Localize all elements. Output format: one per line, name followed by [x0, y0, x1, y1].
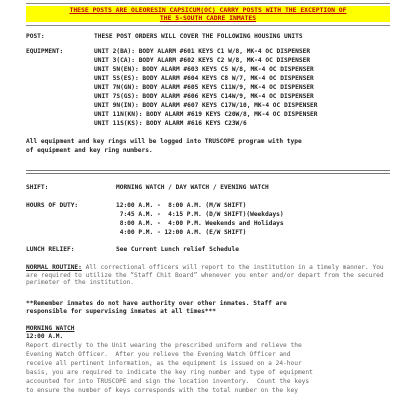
lunch-label: LUNCH RELIEF:	[26, 246, 75, 253]
hours-line: 4:00 P.M. - 12:00 A.M. (E/W SHIFT)	[116, 229, 247, 236]
morning-body-line: to ensure the number of keys corresponds with the total number on the key	[26, 387, 298, 394]
morning-body-line: receive all pertinent information, as the equipment is issued on a 24-hour	[26, 360, 302, 367]
lunch-value: See Current Lunch relief Schedule	[116, 246, 239, 253]
morning-body-line: basis, you are required to indicate the key ring number and type of equipment	[26, 369, 313, 376]
equipment-note-line-2: of equipment and key ring numbers.	[26, 147, 153, 154]
banner-rule	[26, 25, 390, 26]
equipment-line: UNIT 7S(GS): BODY ALARM #606 KEYS C14W/9, MK-4 OC DISPENSER	[94, 93, 314, 100]
oc-carry-banner	[26, 6, 390, 22]
equipment-line: UNIT 9N(IN): BODY ALARM #607 KEYS C17W/10, MK-4 OC DISPENSER	[94, 102, 318, 109]
equipment-line: UNIT 7N(GN): BODY ALARM #605 KEYS C11W/9, MK-4 OC DISPENSER	[94, 84, 314, 91]
post-value: THESE POST ORDERS WILL COVER THE FOLLOWING HOUSING UNITS	[94, 33, 303, 40]
remember-line-2: responsible for supervising inmates at all times***	[26, 307, 216, 315]
equipment-line: UNIT 2(BA): BODY ALARM #601 KEYS C1 W/8, MK-4 OC DISPENSER	[94, 48, 311, 55]
morning-body-line: accounted for into TRUSCOPE and sign the location inventory. Count the keys	[26, 378, 310, 385]
morning-body-line: Evening Watch Officer. After you relieve the Evening Watch Officer and	[26, 351, 291, 358]
shift-label: SHIFT:	[26, 184, 49, 191]
normal-routine-text: All correctional officers will report to the institution in a timely manner. You are required to utilize the “Staff Chit Board” whenever you enter and/or depart from the secured perimeter of the institution.	[26, 264, 384, 287]
equipment-line: UNIT 11S(KS): BODY ALARM #616 KEYS C23W/6	[94, 120, 247, 127]
post-label: POST:	[26, 33, 45, 40]
remember-note	[26, 300, 392, 315]
equipment-note-line-1: All equipment and key rings will be logged into TRUSCOPE program with type	[26, 138, 302, 145]
equipment-label: EQUIPMENT:	[26, 48, 64, 55]
normal-routine-paragraph	[26, 264, 392, 287]
top-rule	[26, 3, 390, 4]
shift-value: MORNING WATCH / DAY WATCH / EVENING WATCH	[116, 184, 269, 191]
morning-watch-heading: MORNING WATCH	[26, 325, 75, 332]
equipment-line: UNIT 5S(ES): BODY ALARM #604 KEYS C8 W/7, MK-4 OC DISPENSER	[94, 75, 314, 82]
hours-line: 8:00 A.M. - 4:00 P.M. Weekends and Holidays	[116, 220, 284, 227]
hours-line: 7:45 A.M. - 4:15 P.M. (D/W SHIFT)(Weekdays)	[116, 211, 284, 218]
equipment-line: UNIT 11N(KN): BODY ALARM #619 KEYS C20W/8, MK-4 OC DISPENSER	[94, 111, 318, 118]
morning-watch-time: 12:00 A.M.	[26, 333, 64, 340]
banner-line-2: THE 5-SOUTH CADRE INMATES	[159, 14, 257, 22]
remember-line-1: **Remember inmates do not have authority over other inmates. Staff are	[26, 300, 287, 307]
morning-body-line: Report directly to the Unit wearing the prescribed uniform and relieve the	[26, 342, 302, 349]
equipment-line: UNIT 5N(EN): BODY ALARM #603 KEYS C5 W/8, MK-4 OC DISPENSER	[94, 66, 314, 73]
equipment-line: UNIT 3(CA): BODY ALARM #602 KEYS C2 W/8, MK-4 OC DISPENSER	[94, 57, 311, 64]
banner-line-1: THESE POSTS ARE OLEORESIN CAPSICUM(OC) CARRY POSTS WITH THE EXCEPTION OF	[69, 6, 347, 14]
hours-line: 12:00 A.M. - 8:00 A.M. (M/W SHIFT)	[116, 202, 247, 209]
normal-routine-heading: NORMAL ROUTINE:	[26, 264, 82, 271]
hours-label: HOURS OF DUTY:	[26, 202, 79, 209]
section-divider	[26, 170, 390, 174]
